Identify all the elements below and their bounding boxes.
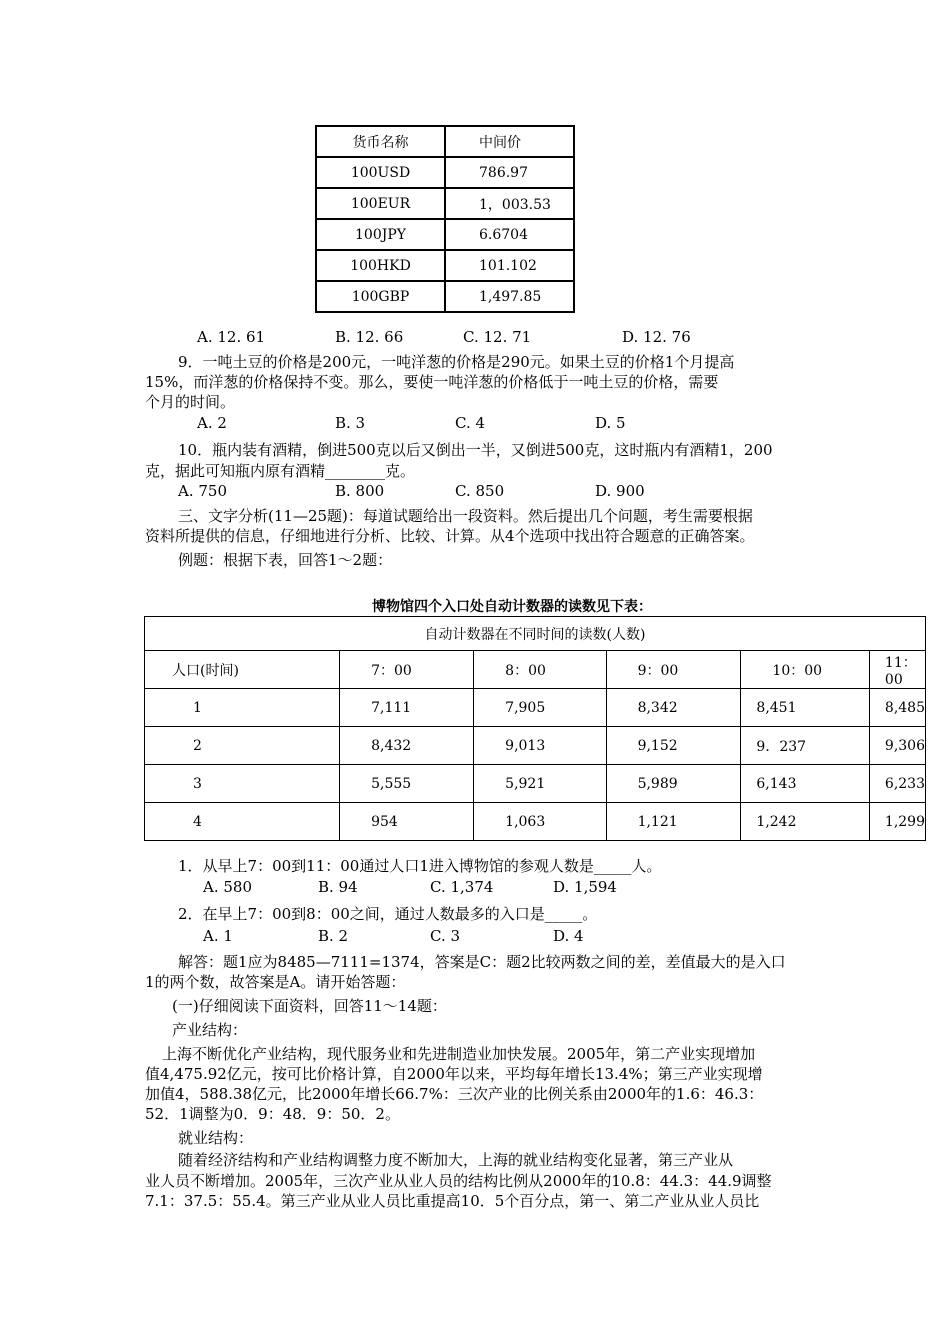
table-cell: 6.6704	[445, 219, 574, 250]
q10-option-b: B. 800	[335, 482, 385, 500]
section3-line: 三、文字分析(11—25题)：每道试题给出一段资料。然后提出几个问题，考生需要根据	[178, 507, 753, 525]
answer-line: 解答：题1应为8485—7111=1374，答案是C：题2比较两数之间的差，差值最大的是入口	[178, 953, 786, 971]
table-cell: 8,432	[340, 727, 474, 765]
table-row	[145, 689, 926, 727]
table-cell: 8,342	[606, 689, 741, 727]
table-cell: 7,905	[474, 689, 606, 727]
section3-line: 资料所提供的信息，仔细地进行分析、比较、计算。从4个选项中找出符合题意的正确答案。	[145, 527, 755, 545]
ex1-option-d: D. 1,594	[553, 878, 617, 896]
ex1-option-a: A. 580	[203, 878, 252, 896]
example-question-1: 1．从早上7：00到11：00通过人口1进入博物馆的参观人数是_____人。	[178, 857, 662, 875]
table-header-cell: 7：00	[340, 651, 474, 689]
table-cell: 100GBP	[316, 281, 445, 312]
table-row	[145, 803, 926, 841]
table-row	[316, 281, 574, 312]
table-header-cell: 人口(时间)	[145, 651, 340, 689]
table-cell: 100HKD	[316, 250, 445, 281]
table-cell: 1	[145, 689, 340, 727]
table-row	[316, 157, 574, 188]
table-header-cell: 10：00	[741, 651, 869, 689]
table-cell: 100USD	[316, 157, 445, 188]
q10-line: 10．瓶内装有酒精，倒进500克以后又倒出一半，又倒进500克，这时瓶内有酒精1，200	[178, 441, 773, 459]
q9-option-b: B. 3	[335, 414, 366, 432]
table-header-row	[145, 651, 926, 689]
table-cell: 9．237	[741, 727, 869, 765]
table-cell: 100EUR	[316, 188, 445, 219]
table-cell: 954	[340, 803, 474, 841]
table-cell: 9,013	[474, 727, 606, 765]
table-cell: 1,299	[869, 803, 925, 841]
table-header-cell: 中间价	[445, 126, 574, 157]
industry-line: 52．1调整为0．9：48．9：50．2。	[145, 1105, 400, 1123]
table-header-cell: 8：00	[474, 651, 606, 689]
table-cell: 6,233	[869, 765, 925, 803]
table-cell: 7,111	[340, 689, 474, 727]
example-question-2: 2．在早上7：00到8：00之间，通过人数最多的入口是_____。	[178, 905, 598, 923]
table-cell: 1,121	[606, 803, 741, 841]
q9-line: 15%，而洋葱的价格保持不变。那么，要使一吨洋葱的价格低于一吨土豆的价格，需要	[145, 373, 719, 391]
q8-option-d: D. 12. 76	[622, 328, 691, 346]
part1-intro: (一)仔细阅读下面资料，回答11～14题：	[172, 997, 447, 1015]
q9-line: 9．一吨土豆的价格是200元，一吨洋葱的价格是290元。如果土豆的价格1个月提高	[178, 353, 735, 371]
table-cell: 1，003.53	[445, 188, 574, 219]
industry-line: 加值4，588.38亿元，比2000年增长66.7%：三次产业的比例关系由2000年的1.6：46.3：	[145, 1085, 764, 1103]
table-cell: 6,143	[741, 765, 869, 803]
employment-line: 随着经济结构和产业结构调整力度不断加大，上海的就业结构变化显著，第三产业从	[178, 1151, 734, 1169]
answer-line: 1的两个数，故答案是A。请开始答题：	[145, 973, 406, 991]
table-cell: 100JPY	[316, 219, 445, 250]
table-header-cell: 货币名称	[316, 126, 445, 157]
section3-example: 例题：根据下表，回答1～2题：	[178, 551, 393, 569]
employment-title: 就业结构：	[178, 1129, 254, 1147]
table-cell: 9,152	[606, 727, 741, 765]
ex1-option-b: B. 94	[318, 878, 358, 896]
q8-option-c: C. 12. 71	[463, 328, 532, 346]
q9-line: 个月的时间。	[145, 393, 236, 411]
table-header-cell: 9：00	[606, 651, 741, 689]
q9-option-c: C. 4	[455, 414, 486, 432]
ex1-option-c: C. 1,374	[430, 878, 494, 896]
table-cell: 1,497.85	[445, 281, 574, 312]
table-cell: 5,921	[474, 765, 606, 803]
employment-line: 业人员不断增加。2005年，三次产业从业人员的结构比例从2000年的10.8：44.3：44.9调整	[145, 1172, 772, 1190]
ex2-option-b: B. 2	[318, 927, 349, 945]
table-cell: 786.97	[445, 157, 574, 188]
table-cell: 8,451	[741, 689, 869, 727]
q9-option-a: A. 2	[197, 414, 227, 432]
industry-line: 值4,475.92亿元，按可比价格计算，自2000年以来，平均每年增长13.4%；第三产业实现增	[145, 1065, 763, 1083]
q9-option-d: D. 5	[595, 414, 626, 432]
table-header-row	[316, 126, 574, 157]
table-cell: 101.102	[445, 250, 574, 281]
q8-option-a: A. 12. 61	[197, 328, 266, 346]
industry-line: 上海不断优化产业结构，现代服务业和先进制造业加快发展。2005年，第二产业实现增加	[162, 1045, 756, 1063]
table-row	[145, 765, 926, 803]
table-row	[145, 727, 926, 765]
q8-option-b: B. 12. 66	[335, 328, 404, 346]
table-cell: 4	[145, 803, 340, 841]
table-header-row	[145, 617, 926, 651]
table-cell: 5,989	[606, 765, 741, 803]
table-row	[316, 250, 574, 281]
table-row	[316, 219, 574, 250]
ex2-option-a: A. 1	[203, 927, 233, 945]
table-header-cell: 11：00	[869, 651, 925, 689]
currency-table	[315, 125, 575, 313]
q10-option-a: A. 750	[178, 482, 227, 500]
table-cell: 1,242	[741, 803, 869, 841]
table-header-cell: 自动计数器在不同时间的读数(人数)	[145, 617, 926, 651]
ex2-option-d: D. 4	[553, 927, 584, 945]
table-cell: 9,306	[869, 727, 925, 765]
industry-title: 产业结构：	[172, 1021, 248, 1039]
museum-table-caption: 博物馆四个入口处自动计数器的读数见下表：	[372, 599, 652, 615]
table-cell: 8,485	[869, 689, 925, 727]
table-cell: 3	[145, 765, 340, 803]
employment-line: 7.1：37.5：55.4。第三产业从业人员比重提高10．5个百分点，第一、第二产业从业人员比	[145, 1192, 760, 1210]
q10-option-d: D. 900	[595, 482, 645, 500]
table-row	[316, 188, 574, 219]
table-cell: 1,063	[474, 803, 606, 841]
table-cell: 5,555	[340, 765, 474, 803]
q10-option-c: C. 850	[455, 482, 505, 500]
q10-line: 克，据此可知瓶内原有酒精________克。	[145, 462, 416, 480]
table-cell: 2	[145, 727, 340, 765]
museum-table	[144, 616, 926, 841]
ex2-option-c: C. 3	[430, 927, 461, 945]
